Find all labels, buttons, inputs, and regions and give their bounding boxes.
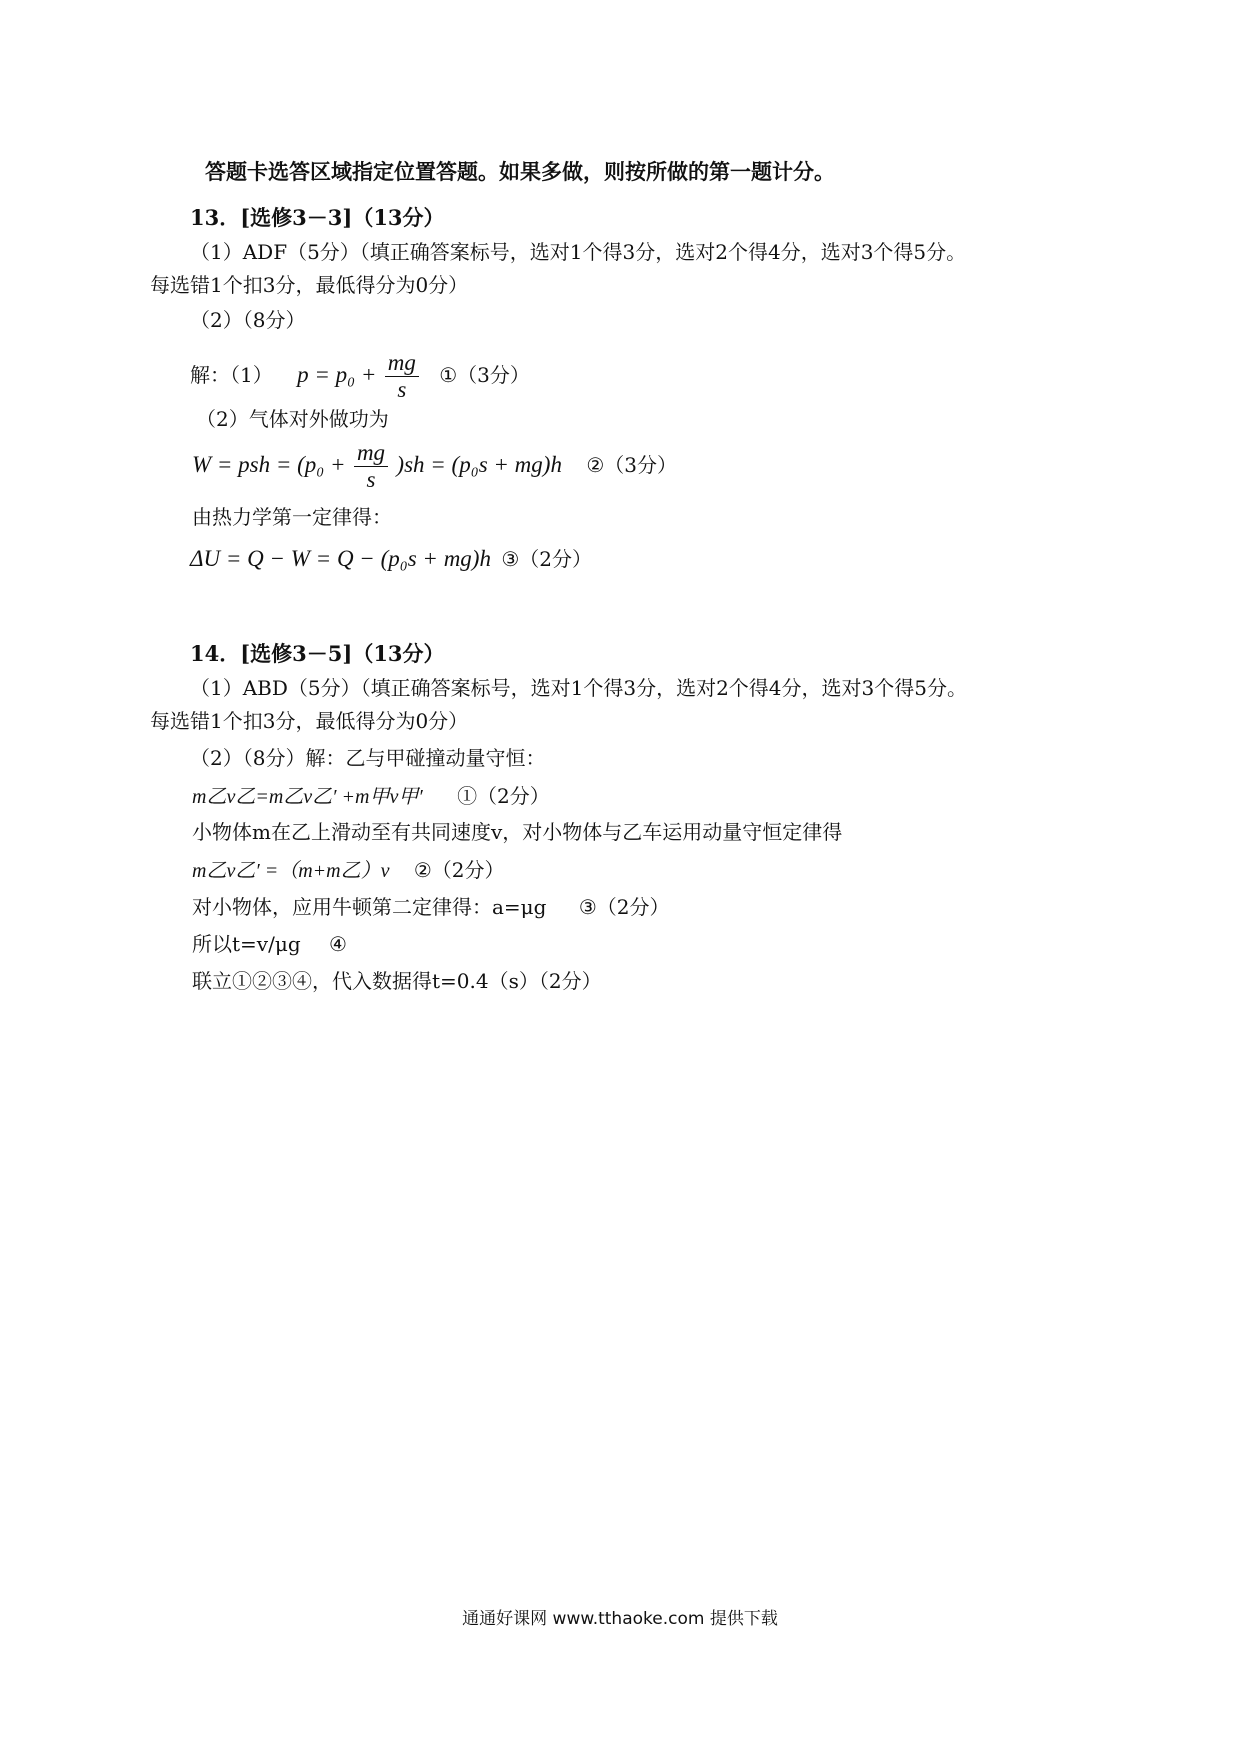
q13-solution-2 xyxy=(192,437,677,493)
q13-sol3-tag: ③（2分） xyxy=(501,547,592,571)
q14-text-5: 联立①②③④，代入数据得t=0.4（s）（2分） xyxy=(192,969,602,993)
notice-text: 答题卡选答区域指定位置答题。如果多做，则按所做的第一题计分。 xyxy=(205,159,835,184)
q14-equation-2 xyxy=(192,856,504,885)
q13-sol2-numerator: mg xyxy=(354,440,388,467)
q14-heading: 14．[选修3－5]（13分） xyxy=(190,641,445,666)
q13-sol1-tag: ①（3分） xyxy=(439,363,530,387)
q14-part2-label: （2）（8分）解：乙与甲碰撞动量守恒： xyxy=(190,746,546,770)
q14-text-2: 小物体m在乙上滑动至有共同速度v，对小物体与乙车运用动量守恒定律得 xyxy=(192,820,843,844)
q14-eq3-tag: ③（2分） xyxy=(578,895,670,919)
q14-eq1-tag: ①（2分） xyxy=(457,784,550,808)
q14-part1-line1: （1）ABD（5分）（填正确答案标号，选对1个得3分，选对2个得4分，选对3个得5分。 xyxy=(190,676,967,700)
q14-text4: 所以t=v/μg xyxy=(192,932,301,956)
q13-sol2-tag: ②（3分） xyxy=(586,453,677,477)
q13-sol2-lhs: W = psh = (p₀ + xyxy=(192,452,346,477)
q13-sol3-equation: ΔU = Q − W = Q − (p₀s + mg)h xyxy=(190,546,491,571)
q14-text-3 xyxy=(192,893,670,921)
q13-sol2-rhs: )sh = (p₀s + mg)h xyxy=(396,452,562,477)
q13-solution-3 xyxy=(190,545,592,573)
q13-heading: 13．[选修3－3]（13分） xyxy=(190,205,445,230)
q14-text3: 对小物体，应用牛顿第二定律得：a=μg xyxy=(192,895,547,919)
page-footer: 通通好课网 www.tthaoke.com 提供下载 xyxy=(462,1609,778,1629)
q13-part1-line1: （1）ADF（5分）（填正确答案标号，选对1个得3分，选对2个得4分，选对3个得5分。 xyxy=(190,240,967,264)
q13-part2-label: （2）（8分） xyxy=(190,308,306,332)
q14-eq2-tag: ②（2分） xyxy=(413,858,505,882)
q13-sol2-fraction xyxy=(354,440,388,493)
q14-part1-line2: 每选错1个扣3分，最低得分为0分） xyxy=(150,709,469,733)
q13-sol1-numerator: mg xyxy=(385,350,419,377)
q14-eq1: m乙v乙=m乙v乙′ +m甲v甲′ xyxy=(192,786,423,808)
q13-sol1-lhs: p = p₀ + xyxy=(297,362,377,387)
q14-equation-1 xyxy=(192,782,550,811)
q13-sol2-denominator: s xyxy=(366,467,376,492)
q13-part1-line2: 每选错1个扣3分，最低得分为0分） xyxy=(150,273,469,297)
q13-sol1-prefix: 解：（1） xyxy=(190,363,273,387)
q14-eq2: m乙v乙′ =（m+m乙）v xyxy=(192,860,390,882)
q14-eq4-tag: ④ xyxy=(329,932,347,956)
q13-sol1-fraction xyxy=(385,350,419,403)
q13-solution-1 xyxy=(190,347,530,403)
q14-text-4 xyxy=(192,930,347,958)
q13-sol1-denominator: s xyxy=(397,377,407,402)
q13-sol3-label: 由热力学第一定律得： xyxy=(192,505,392,529)
q13-sol2-label: （2）气体对外做功为 xyxy=(196,407,389,431)
